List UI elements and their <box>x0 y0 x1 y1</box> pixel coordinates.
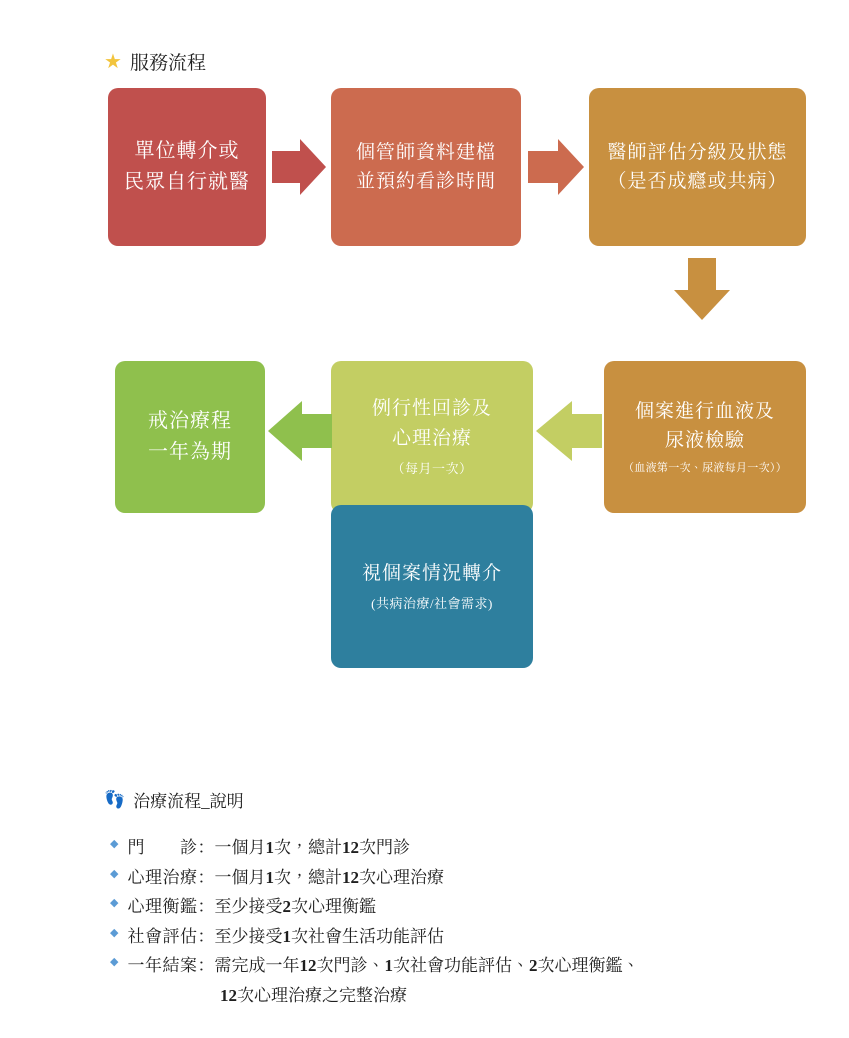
bullet-icon: ◆ <box>110 867 119 880</box>
bullet-icon: ◆ <box>110 897 119 910</box>
flow-node-referral-case[interactable] <box>331 505 533 668</box>
note-separator: ： <box>197 838 215 857</box>
flow-node-lab-test[interactable] <box>604 361 806 513</box>
note-separator: ： <box>197 867 215 887</box>
flow-node-followup-note: （每月一次） <box>391 461 473 477</box>
flow-node-lab-test-line1: 個案進行血液及 <box>634 400 775 422</box>
flow-node-casefile-line1: 個管師資料建檔 <box>355 141 496 163</box>
arrow-followup-to-program-icon <box>268 398 332 464</box>
note-text: 需完成一年12次門診、1次社會功能評估、2次心理衡鑑、 <box>214 956 640 976</box>
list-item <box>110 923 750 951</box>
flow-node-casefile[interactable] <box>331 88 521 246</box>
flow-title-text: 服務流程 <box>129 53 206 74</box>
note-text: 一個月1次，總計12次心理治療 <box>214 867 444 887</box>
flow-node-referral-case-note: (共病治療/社會需求) <box>371 596 493 612</box>
bullet-icon: ◆ <box>110 956 119 969</box>
note-label: 心理衡鑑 <box>127 897 198 917</box>
bullet-icon: ◆ <box>110 926 119 939</box>
flow-node-assessment-line1: 醫師評估分級及狀態 <box>607 141 788 163</box>
flow-node-followup[interactable] <box>331 361 533 513</box>
arrow-lab-to-followup-icon <box>536 398 602 464</box>
note-label: 社會評估 <box>127 926 198 946</box>
flow-node-followup-line1: 例行性回診及 <box>371 398 492 420</box>
bullet-icon: ◆ <box>110 838 119 850</box>
flow-node-followup-line2: 心理治療 <box>391 427 472 449</box>
flow-node-referral-line1: 單位轉介或 <box>134 140 240 162</box>
flow-node-program-line2: 一年為期 <box>148 441 232 463</box>
flow-node-program[interactable] <box>115 361 265 513</box>
note-text: 一個月1次，總計12次門診 <box>214 838 410 857</box>
list-item <box>110 893 750 921</box>
note-label: 心理治療 <box>127 867 198 887</box>
note-continuation: 12次心理治療之完整治療 <box>220 985 407 1005</box>
note-text: 至少接受1次社會生活功能評估 <box>214 926 444 946</box>
arrow-casefile-to-assess-icon <box>528 137 584 197</box>
flow-node-program-line1: 戒治療程 <box>148 410 232 432</box>
note-separator: ： <box>197 897 215 917</box>
list-item <box>110 834 750 862</box>
star-icon: ★ <box>104 50 122 73</box>
note-text: 至少接受2次心理衡鑑 <box>214 897 376 917</box>
note-separator: ： <box>197 956 215 976</box>
flow-node-casefile-line2: 並預約看診時間 <box>355 171 496 192</box>
notes-list <box>110 834 750 1009</box>
flow-node-assessment-line2: （是否成癮或共病） <box>607 171 788 192</box>
flow-node-lab-test-note: （血液第一次、尿液每月一次）） <box>623 462 787 475</box>
arrow-referral-to-casefile-icon <box>272 137 326 197</box>
note-separator: ： <box>197 926 215 946</box>
list-item <box>110 952 750 980</box>
flow-node-referral-line2: 民眾自行就醫 <box>124 171 250 193</box>
flow-node-assessment[interactable] <box>589 88 806 246</box>
flow-section-title <box>104 48 206 75</box>
notes-section-title <box>104 787 244 812</box>
flow-node-referral[interactable] <box>108 88 266 246</box>
note-label: 一年結案 <box>127 956 198 976</box>
flow-node-lab-test-line2: 尿液檢驗 <box>664 429 745 451</box>
note-label: 門 診 <box>127 838 198 857</box>
arrow-assess-to-lab-icon <box>672 258 732 320</box>
notes-title-text: 治療流程_說明 <box>133 792 244 811</box>
list-item <box>110 864 750 892</box>
footprints-icon: 👣 <box>104 790 126 809</box>
flow-node-referral-case-line1: 視個案情況轉介 <box>361 562 502 584</box>
